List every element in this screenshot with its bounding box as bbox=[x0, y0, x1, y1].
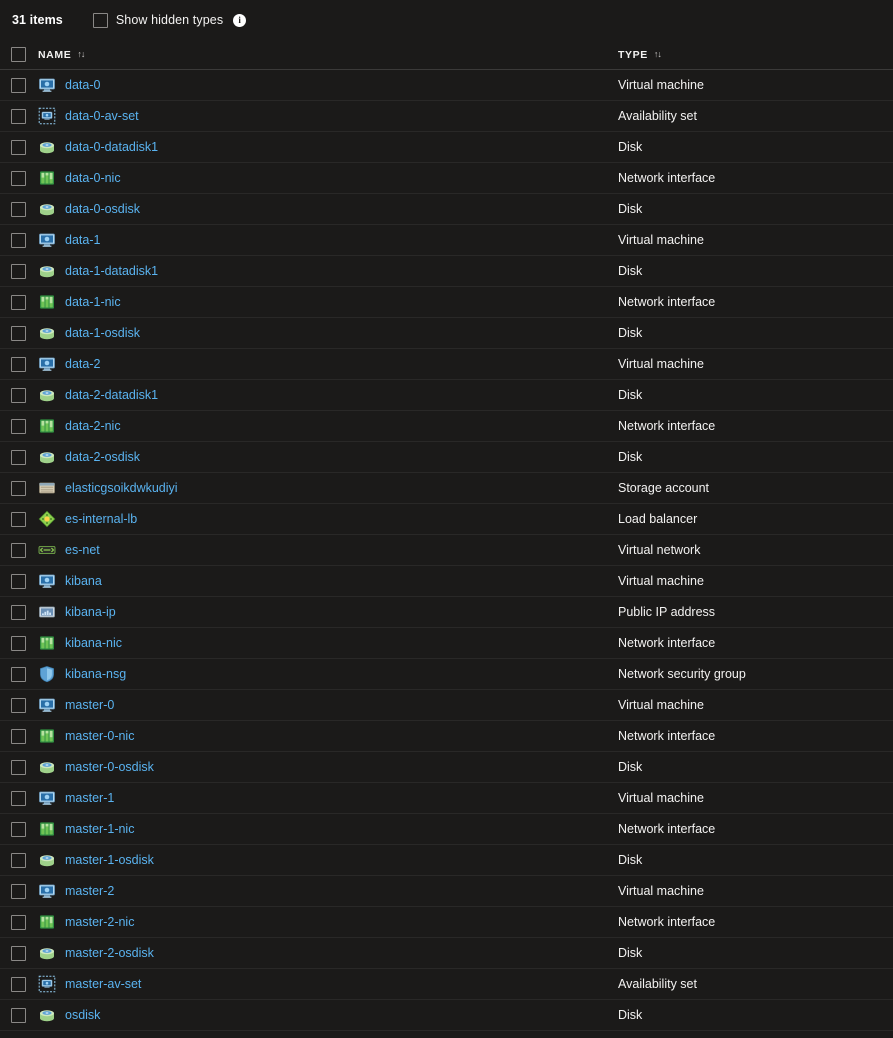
table-row[interactable] bbox=[0, 70, 893, 101]
resource-type-cell: Disk bbox=[618, 140, 643, 154]
resource-name-link[interactable]: kibana bbox=[65, 574, 102, 588]
row-checkbox[interactable] bbox=[11, 574, 26, 589]
row-select-cell[interactable] bbox=[0, 264, 36, 279]
resource-type-cell: Network interface bbox=[618, 171, 716, 185]
resource-type-cell: Virtual network bbox=[618, 543, 701, 557]
resource-type-cell: Load balancer bbox=[618, 512, 698, 526]
sort-arrows-icon[interactable]: ↑↓ bbox=[77, 48, 85, 59]
resource-name-cell bbox=[36, 200, 618, 218]
resource-name-link[interactable]: kibana-nic bbox=[65, 636, 122, 650]
show-hidden-types-control[interactable] bbox=[93, 13, 246, 28]
resource-name-link[interactable]: master-2 bbox=[65, 884, 115, 898]
row-select-cell[interactable] bbox=[0, 698, 36, 713]
resource-name-cell bbox=[36, 696, 618, 714]
resources-table bbox=[0, 40, 893, 1031]
table-row[interactable] bbox=[0, 597, 893, 628]
row-select-cell[interactable] bbox=[0, 760, 36, 775]
table-row[interactable] bbox=[0, 969, 893, 1000]
disk-icon bbox=[38, 324, 56, 342]
table-row[interactable] bbox=[0, 287, 893, 318]
resource-type-cell: Virtual machine bbox=[618, 357, 704, 371]
resource-type-cell: Network interface bbox=[618, 822, 716, 836]
resource-name-link[interactable]: data-1-osdisk bbox=[65, 326, 141, 340]
storage-account-icon bbox=[38, 479, 56, 497]
row-select-cell[interactable] bbox=[0, 667, 36, 682]
select-all-cell[interactable] bbox=[0, 47, 36, 62]
resource-name-cell bbox=[36, 634, 618, 652]
row-checkbox[interactable] bbox=[11, 78, 26, 93]
resource-type-cell: Virtual machine bbox=[618, 78, 704, 92]
row-select-cell[interactable] bbox=[0, 791, 36, 806]
resource-name-cell bbox=[36, 138, 618, 156]
row-select-cell[interactable] bbox=[0, 450, 36, 465]
resource-name-cell bbox=[36, 944, 618, 962]
disk-icon bbox=[38, 448, 56, 466]
network-security-group-icon bbox=[38, 665, 56, 683]
resource-name-cell bbox=[36, 603, 618, 621]
row-select-cell[interactable] bbox=[0, 1008, 36, 1023]
resource-type-cell: Network interface bbox=[618, 729, 716, 743]
resource-name-cell bbox=[36, 386, 618, 404]
resource-name-link[interactable]: kibana-nsg bbox=[65, 667, 127, 681]
row-select-cell[interactable] bbox=[0, 543, 36, 558]
row-select-cell[interactable] bbox=[0, 202, 36, 217]
resource-type-cell: Availability set bbox=[618, 109, 697, 123]
resource-name-cell bbox=[36, 76, 618, 94]
resource-name-cell bbox=[36, 293, 618, 311]
row-checkbox[interactable] bbox=[11, 760, 26, 775]
table-row[interactable] bbox=[0, 256, 893, 287]
resource-type-cell: Network interface bbox=[618, 295, 716, 309]
resource-name-link[interactable]: master-0-nic bbox=[65, 729, 135, 743]
resource-name-link[interactable]: master-1-osdisk bbox=[65, 853, 154, 867]
resource-name-cell bbox=[36, 448, 618, 466]
row-checkbox[interactable] bbox=[11, 605, 26, 620]
row-checkbox[interactable] bbox=[11, 171, 26, 186]
resource-type-cell: Disk bbox=[618, 450, 643, 464]
row-checkbox[interactable] bbox=[11, 295, 26, 310]
resource-name-cell bbox=[36, 727, 618, 745]
row-select-cell[interactable] bbox=[0, 140, 36, 155]
resource-name-link[interactable]: master-2-osdisk bbox=[65, 946, 154, 960]
row-checkbox[interactable] bbox=[11, 915, 26, 930]
resource-name-link[interactable]: osdisk bbox=[65, 1008, 101, 1022]
resource-name-cell bbox=[36, 231, 618, 249]
resource-name-link[interactable]: data-0-datadisk1 bbox=[65, 140, 159, 154]
resource-type-cell: Disk bbox=[618, 946, 643, 960]
resource-name-link[interactable]: data-0-nic bbox=[65, 171, 121, 185]
virtual-machine-icon bbox=[38, 882, 56, 900]
virtual-machine-icon bbox=[38, 572, 56, 590]
row-checkbox[interactable] bbox=[11, 450, 26, 465]
table-row[interactable] bbox=[0, 380, 893, 411]
resource-name-link[interactable]: data-1-datadisk1 bbox=[65, 264, 159, 278]
row-checkbox[interactable] bbox=[11, 946, 26, 961]
resource-name-cell bbox=[36, 665, 618, 683]
column-header-name[interactable] bbox=[36, 49, 618, 61]
table-row[interactable] bbox=[0, 411, 893, 442]
table-row[interactable] bbox=[0, 132, 893, 163]
disk-icon bbox=[38, 1006, 56, 1024]
row-select-cell[interactable] bbox=[0, 388, 36, 403]
table-row[interactable] bbox=[0, 194, 893, 225]
resource-name-link[interactable]: data-0-av-set bbox=[65, 109, 139, 123]
row-select-cell[interactable] bbox=[0, 822, 36, 837]
resource-name-link[interactable]: data-2-nic bbox=[65, 419, 121, 433]
resource-name-cell bbox=[36, 262, 618, 280]
disk-icon bbox=[38, 944, 56, 962]
disk-icon bbox=[38, 386, 56, 404]
resource-type-cell: Virtual machine bbox=[618, 791, 704, 805]
row-select-cell[interactable] bbox=[0, 233, 36, 248]
resource-name-cell bbox=[36, 789, 618, 807]
virtual-machine-icon bbox=[38, 231, 56, 249]
resource-type-cell: Disk bbox=[618, 326, 643, 340]
row-checkbox[interactable] bbox=[11, 884, 26, 899]
table-row[interactable] bbox=[0, 628, 893, 659]
virtual-machine-icon bbox=[38, 76, 56, 94]
resource-type-cell: Disk bbox=[618, 264, 643, 278]
row-checkbox[interactable] bbox=[11, 357, 26, 372]
resource-type-cell: Virtual machine bbox=[618, 233, 704, 247]
row-checkbox[interactable] bbox=[11, 729, 26, 744]
virtual-network-icon bbox=[38, 541, 56, 559]
resource-name-cell bbox=[36, 572, 618, 590]
resource-name-cell bbox=[36, 169, 618, 187]
resource-name-cell bbox=[36, 107, 618, 125]
table-row[interactable] bbox=[0, 659, 893, 690]
table-row[interactable] bbox=[0, 535, 893, 566]
virtual-machine-icon bbox=[38, 355, 56, 373]
column-header-type[interactable] bbox=[618, 49, 893, 61]
row-select-cell[interactable] bbox=[0, 574, 36, 589]
resource-name-cell bbox=[36, 913, 618, 931]
resource-type-cell: Disk bbox=[618, 1008, 643, 1022]
disk-icon bbox=[38, 758, 56, 776]
row-select-cell[interactable] bbox=[0, 171, 36, 186]
row-checkbox[interactable] bbox=[11, 698, 26, 713]
row-checkbox[interactable] bbox=[11, 791, 26, 806]
row-select-cell[interactable] bbox=[0, 915, 36, 930]
row-checkbox[interactable] bbox=[11, 388, 26, 403]
table-header-row bbox=[0, 40, 893, 70]
availability-set-icon bbox=[38, 975, 56, 993]
row-select-cell[interactable] bbox=[0, 295, 36, 310]
table-row[interactable] bbox=[0, 721, 893, 752]
resource-type-cell: Network interface bbox=[618, 915, 716, 929]
row-select-cell[interactable] bbox=[0, 78, 36, 93]
row-select-cell[interactable] bbox=[0, 884, 36, 899]
table-row[interactable] bbox=[0, 504, 893, 535]
table-row[interactable] bbox=[0, 845, 893, 876]
resource-name-link[interactable]: master-2-nic bbox=[65, 915, 135, 929]
table-row[interactable] bbox=[0, 752, 893, 783]
table-row[interactable] bbox=[0, 318, 893, 349]
resource-name-link[interactable]: elasticgsoikdwkudiyi bbox=[65, 481, 178, 495]
network-interface-icon bbox=[38, 293, 56, 311]
resource-name-link[interactable]: data-0 bbox=[65, 78, 101, 92]
list-toolbar bbox=[0, 0, 893, 40]
resource-name-cell bbox=[36, 975, 618, 993]
resource-name-link[interactable]: master-1-nic bbox=[65, 822, 135, 836]
resource-name-link[interactable]: master-0 bbox=[65, 698, 115, 712]
table-row[interactable] bbox=[0, 349, 893, 380]
resource-type-cell: Network interface bbox=[618, 419, 716, 433]
network-interface-icon bbox=[38, 417, 56, 435]
resource-name-link[interactable]: data-1-nic bbox=[65, 295, 121, 309]
row-select-cell[interactable] bbox=[0, 977, 36, 992]
resource-name-link[interactable]: es-internal-lb bbox=[65, 512, 138, 526]
row-checkbox[interactable] bbox=[11, 264, 26, 279]
resource-type-cell: Virtual machine bbox=[618, 574, 704, 588]
resource-name-link[interactable]: kibana-ip bbox=[65, 605, 116, 619]
row-checkbox[interactable] bbox=[11, 853, 26, 868]
disk-icon bbox=[38, 138, 56, 156]
row-select-cell[interactable] bbox=[0, 326, 36, 341]
resource-name-link[interactable]: master-av-set bbox=[65, 977, 142, 991]
table-row[interactable] bbox=[0, 225, 893, 256]
row-checkbox[interactable] bbox=[11, 636, 26, 651]
resource-name-cell bbox=[36, 820, 618, 838]
row-checkbox[interactable] bbox=[11, 233, 26, 248]
resource-name-cell bbox=[36, 324, 618, 342]
disk-icon bbox=[38, 851, 56, 869]
table-row[interactable] bbox=[0, 783, 893, 814]
show-hidden-types-label: Show hidden types bbox=[115, 13, 224, 27]
resource-name-cell bbox=[36, 479, 618, 497]
row-checkbox[interactable] bbox=[11, 202, 26, 217]
column-header-name-label: NAME bbox=[38, 48, 72, 61]
row-select-cell[interactable] bbox=[0, 729, 36, 744]
resource-name-cell bbox=[36, 851, 618, 869]
virtual-machine-icon bbox=[38, 696, 56, 714]
virtual-machine-icon bbox=[38, 789, 56, 807]
row-select-cell[interactable] bbox=[0, 481, 36, 496]
resource-name-link[interactable]: es-net bbox=[65, 543, 100, 557]
resource-name-cell bbox=[36, 355, 618, 373]
disk-icon bbox=[38, 262, 56, 280]
resource-name-link[interactable]: master-0-osdisk bbox=[65, 760, 154, 774]
resource-name-link[interactable]: data-0-osdisk bbox=[65, 202, 141, 216]
resource-type-cell: Storage account bbox=[618, 481, 710, 495]
resource-name-link[interactable]: data-2 bbox=[65, 357, 101, 371]
row-checkbox[interactable] bbox=[11, 109, 26, 124]
resource-name-cell bbox=[36, 541, 618, 559]
info-icon[interactable]: i bbox=[233, 14, 246, 27]
network-interface-icon bbox=[38, 169, 56, 187]
row-select-cell[interactable] bbox=[0, 512, 36, 527]
row-checkbox[interactable] bbox=[11, 140, 26, 155]
resource-type-cell: Disk bbox=[618, 760, 643, 774]
row-checkbox[interactable] bbox=[11, 977, 26, 992]
resource-type-cell: Virtual machine bbox=[618, 884, 704, 898]
resource-type-cell: Disk bbox=[618, 853, 643, 867]
public-ip-icon bbox=[38, 603, 56, 621]
row-select-cell[interactable] bbox=[0, 605, 36, 620]
table-row[interactable] bbox=[0, 876, 893, 907]
show-hidden-types-checkbox[interactable] bbox=[93, 13, 108, 28]
row-checkbox[interactable] bbox=[11, 667, 26, 682]
table-row[interactable] bbox=[0, 163, 893, 194]
resource-type-cell: Network interface bbox=[618, 636, 716, 650]
network-interface-icon bbox=[38, 727, 56, 745]
resource-name-cell bbox=[36, 758, 618, 776]
table-body bbox=[0, 70, 893, 1031]
resource-name-link[interactable]: master-1 bbox=[65, 791, 115, 805]
network-interface-icon bbox=[38, 634, 56, 652]
row-select-cell[interactable] bbox=[0, 636, 36, 651]
item-count-label: 31 items bbox=[12, 13, 63, 27]
row-select-cell[interactable] bbox=[0, 853, 36, 868]
table-row[interactable] bbox=[0, 566, 893, 597]
row-select-cell[interactable] bbox=[0, 419, 36, 434]
table-row[interactable] bbox=[0, 473, 893, 504]
row-select-cell[interactable] bbox=[0, 946, 36, 961]
row-checkbox[interactable] bbox=[11, 512, 26, 527]
network-interface-icon bbox=[38, 913, 56, 931]
row-checkbox[interactable] bbox=[11, 1008, 26, 1023]
resource-type-cell: Disk bbox=[618, 202, 643, 216]
resource-name-cell bbox=[36, 1006, 618, 1024]
row-checkbox[interactable] bbox=[11, 419, 26, 434]
resource-name-cell bbox=[36, 882, 618, 900]
row-select-cell[interactable] bbox=[0, 357, 36, 372]
table-row[interactable] bbox=[0, 907, 893, 938]
row-checkbox[interactable] bbox=[11, 481, 26, 496]
table-row[interactable] bbox=[0, 101, 893, 132]
resource-name-link[interactable]: data-2-datadisk1 bbox=[65, 388, 159, 402]
table-row[interactable] bbox=[0, 690, 893, 721]
resource-type-cell: Network security group bbox=[618, 667, 746, 681]
table-row[interactable] bbox=[0, 938, 893, 969]
row-checkbox[interactable] bbox=[11, 326, 26, 341]
network-interface-icon bbox=[38, 820, 56, 838]
resource-name-link[interactable]: data-1 bbox=[65, 233, 101, 247]
resource-type-cell: Public IP address bbox=[618, 605, 716, 619]
resource-name-cell bbox=[36, 510, 618, 528]
row-select-cell[interactable] bbox=[0, 109, 36, 124]
load-balancer-icon bbox=[38, 510, 56, 528]
column-header-type-label: TYPE bbox=[618, 48, 648, 61]
table-row[interactable] bbox=[0, 442, 893, 473]
row-checkbox[interactable] bbox=[11, 543, 26, 558]
resource-name-link[interactable]: data-2-osdisk bbox=[65, 450, 141, 464]
select-all-checkbox[interactable] bbox=[11, 47, 26, 62]
resource-type-cell: Virtual machine bbox=[618, 698, 704, 712]
table-row[interactable] bbox=[0, 814, 893, 845]
resource-type-cell: Disk bbox=[618, 388, 643, 402]
availability-set-icon bbox=[38, 107, 56, 125]
sort-arrows-icon[interactable]: ↑↓ bbox=[653, 48, 661, 59]
resource-name-cell bbox=[36, 417, 618, 435]
row-checkbox[interactable] bbox=[11, 822, 26, 837]
resource-type-cell: Availability set bbox=[618, 977, 697, 991]
disk-icon bbox=[38, 200, 56, 218]
table-row[interactable] bbox=[0, 1000, 893, 1031]
